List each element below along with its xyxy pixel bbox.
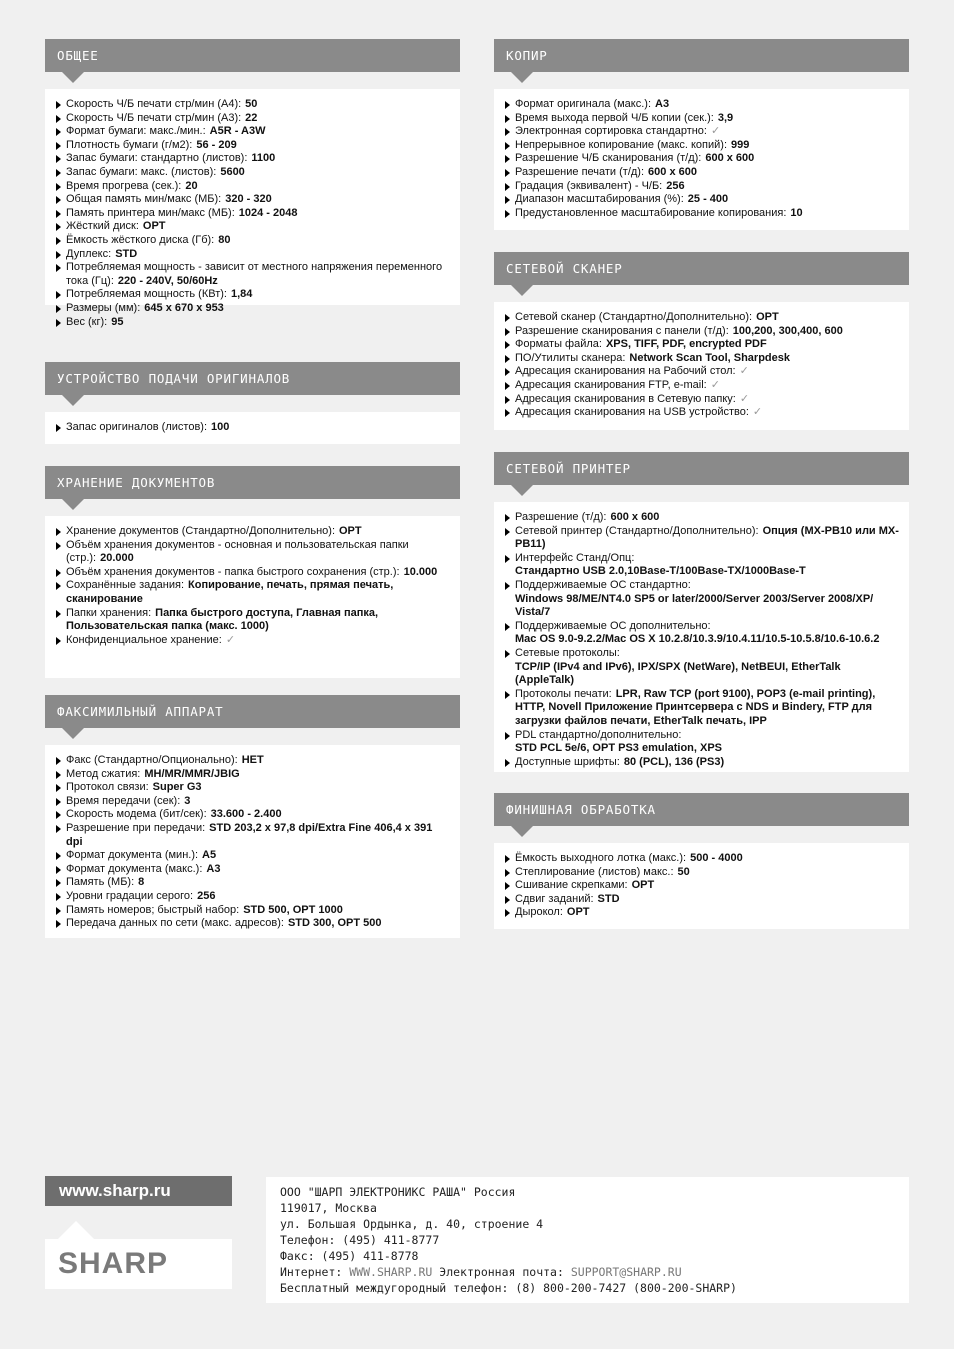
spec-value: 100,200, 300,400, 600	[732, 324, 843, 337]
spec-label: Память номеров; быстрый набор:	[66, 903, 240, 916]
spec-label: Скорость Ч/Б печати стр/мин (А3):	[66, 111, 242, 124]
spec-value: 1024 - 2048	[238, 206, 298, 219]
fax: Факс: (495) 411-8778	[280, 1249, 419, 1263]
section-title: УСТРОЙСТВО ПОДАЧИ ОРИГИНАЛОВ	[45, 362, 460, 395]
spec-value: 320 - 320	[225, 193, 272, 206]
spec-label: Передача данных по сети (макс. адресов):	[66, 917, 284, 930]
spec-label: Метод сжатия:	[66, 767, 141, 780]
spec-value: OPT	[339, 525, 362, 537]
spec-item	[504, 647, 899, 688]
spec-label: Сшивание скрепками:	[515, 879, 628, 892]
spec-item	[504, 112, 899, 126]
spec-label: Объём хранения документов - основная и пользовательская папки (стр.):	[66, 538, 409, 565]
spec-value: OPT	[566, 906, 590, 919]
spec-value: 20.000	[100, 552, 134, 565]
spec-item	[504, 379, 899, 393]
spec-label: Общая память мин/макс (МБ):	[66, 193, 222, 206]
spec-item	[504, 393, 899, 407]
spec-value: 25 - 400	[687, 193, 729, 206]
spec-item	[504, 620, 899, 647]
spec-item	[55, 316, 450, 330]
spec-list	[504, 311, 899, 420]
spec-item	[504, 893, 899, 907]
spec-value: 1,84	[230, 288, 253, 301]
spec-label: Потребляемая мощность - зависит от местного напряжения переменного тока (Гц):	[66, 261, 443, 287]
spec-value: STD PCL 5e/6, OPT PS3 emulation, XPS	[515, 742, 723, 755]
spec-item	[504, 152, 899, 166]
check-icon: ✓	[710, 378, 720, 391]
spec-label: Дырокол:	[515, 906, 563, 919]
spec-label: Сетевые протоколы:	[515, 646, 620, 659]
spec-label: Время прогрева (сек.):	[66, 179, 182, 192]
spec-value: Опция (MX-PB10 или MX-PB11)	[515, 524, 899, 551]
spec-value: 256	[197, 889, 216, 902]
section-feeder	[45, 362, 460, 444]
spec-label: Запас бумаги: стандартно (листов):	[66, 152, 248, 165]
spec-label: Ёмкость выходного лотка (макс.):	[515, 852, 687, 864]
spec-value: STD 203,2 x 97,8 dpi/Extra Fine 406,4 x 391 dpi	[66, 821, 433, 848]
spec-label: Адресация сканирования в Сетевую папку:	[515, 392, 736, 405]
city: 119017, Москва	[280, 1201, 377, 1215]
spec-value: 1100	[251, 152, 276, 165]
spec-item	[504, 338, 899, 352]
spec-item	[55, 566, 450, 580]
spec-item	[55, 890, 450, 904]
spec-item	[55, 539, 450, 566]
section-body	[494, 89, 909, 230]
spec-value: 80	[218, 233, 231, 246]
spec-item	[55, 302, 450, 316]
section-title: ФИНИШНАЯ ОБРАБОТКА	[494, 793, 909, 826]
spec-list	[55, 754, 450, 931]
spec-item	[55, 754, 450, 768]
spec-label: Предустановленное масштабирование копирования:	[515, 206, 787, 219]
spec-item	[55, 220, 450, 234]
spec-item	[55, 579, 450, 606]
spec-label: Ёмкость жёсткого диска (Гб):	[66, 233, 215, 246]
spec-list	[55, 525, 450, 647]
spec-item	[504, 325, 899, 339]
spec-value: Копирование, печать, прямая печать, сканирование	[66, 579, 394, 605]
section-body	[45, 745, 460, 938]
sharp-logo: SHARP	[58, 1247, 169, 1280]
spec-label: Формат документа (мин.):	[66, 849, 199, 862]
internet-link[interactable]: WWW.SHARP.RU	[349, 1265, 433, 1279]
spec-value: 10.000	[403, 565, 438, 578]
spec-item	[504, 207, 899, 221]
spec-item	[504, 879, 899, 893]
spec-label: Степлирование (листов) макс.:	[515, 865, 674, 878]
spec-value: OPT	[631, 879, 655, 892]
spec-item	[504, 125, 899, 139]
section-body	[45, 516, 460, 678]
section-body	[494, 843, 909, 929]
spec-value: STD 500, OPT 1000	[243, 903, 343, 916]
spec-item	[55, 180, 450, 194]
spec-value: Network Scan Tool, Sharpdesk	[629, 351, 790, 364]
spec-value: 600 x 600	[705, 152, 755, 165]
spec-item	[55, 849, 450, 863]
spec-value: 33.600 - 2.400	[210, 808, 282, 821]
spec-label: Разрешение Ч/Б сканирования (т/д):	[515, 152, 702, 165]
spec-item	[504, 352, 899, 366]
spec-item	[55, 98, 450, 112]
spec-value: 20	[185, 179, 198, 192]
spec-item	[504, 180, 899, 194]
section-fax	[45, 695, 460, 938]
spec-item	[55, 634, 450, 648]
spec-label: Диапазон масштабирования (%):	[515, 193, 684, 206]
spec-label: Сетевой принтер (Стандартно/Дополнительно):	[515, 524, 759, 537]
website-link[interactable]: www.sharp.ru	[45, 1176, 232, 1206]
spec-label: Интерфейс Станд/Опц:	[515, 551, 635, 564]
spec-label: Адресация сканирования FTP, e-mail:	[515, 378, 707, 391]
spec-value: 100	[211, 421, 230, 433]
spec-item	[504, 906, 899, 920]
spec-value: 50	[245, 98, 258, 110]
spec-value: A3	[655, 98, 670, 110]
check-icon: ✓	[739, 392, 750, 405]
spec-value: OPT	[142, 220, 166, 233]
spec-item	[504, 579, 899, 620]
spec-label: Разрешение при передачи:	[66, 821, 206, 834]
section-title: ОБЩЕЕ	[45, 39, 460, 72]
spec-label: Протоколы печати:	[515, 687, 612, 700]
company-name: ООО "ШАРП ЭЛЕКТРОНИКС РАША" Россия	[280, 1185, 516, 1199]
spec-label: Плотность бумаги (г/м2):	[66, 138, 193, 151]
spec-value: STD	[597, 892, 620, 905]
spec-value: 5600	[220, 165, 245, 178]
section-scanner	[494, 252, 909, 430]
spec-item	[504, 365, 899, 379]
spec-item	[504, 511, 899, 525]
spec-label: Память принтера мин/макс (МБ):	[66, 206, 235, 219]
section-copier	[494, 39, 909, 230]
spec-item	[504, 866, 899, 880]
spec-label: Сохранённые задания:	[66, 579, 185, 592]
spec-label: Время выхода первой Ч/Б копии (сек.):	[515, 111, 714, 124]
spec-item	[55, 152, 450, 166]
spec-item	[504, 98, 899, 112]
spec-label: Адресация сканирования на Рабочий стол:	[515, 365, 736, 378]
email-label: Электронная почта:	[439, 1265, 564, 1279]
spec-item	[55, 808, 450, 822]
spec-item	[55, 248, 450, 262]
spec-item	[504, 139, 899, 153]
spec-label: Потребляемая мощность (КВт):	[66, 288, 227, 301]
check-icon: ✓	[739, 365, 749, 378]
spec-item	[504, 852, 899, 866]
spec-label: Разрешение печати (т/д):	[515, 165, 645, 178]
spec-value: 95	[111, 315, 124, 328]
spec-item	[55, 904, 450, 918]
spec-label: Запас оригиналов (листов):	[66, 421, 208, 433]
spec-value: A3	[206, 862, 221, 875]
section-storage	[45, 466, 460, 678]
spec-item	[55, 421, 450, 435]
spec-label: Скорость Ч/Б печати стр/мин (А4):	[66, 98, 242, 110]
check-icon: ✓	[752, 406, 763, 419]
spec-value: 22	[245, 111, 258, 124]
spec-label: Электронная сортировка стандартно:	[515, 125, 707, 138]
spec-label: Формат бумаги: макс./мин.:	[66, 125, 206, 138]
spec-label: ПО/Утилиты сканера:	[515, 351, 626, 364]
spec-item	[504, 166, 899, 180]
spec-label: Факс (Стандартно/Опционально):	[66, 754, 238, 766]
spec-value: OPT	[756, 311, 779, 323]
spec-label: Сетевой сканер (Стандартно/Дополнительно):	[515, 311, 753, 323]
spec-list	[55, 98, 450, 329]
spec-label: Адресация сканирования на USB устройство:	[515, 406, 749, 419]
section-body	[494, 302, 909, 430]
spec-item	[55, 876, 450, 890]
check-icon: ✓	[710, 125, 721, 138]
spec-item	[55, 261, 450, 288]
spec-label: Разрешение сканирования с панели (т/д):	[515, 324, 729, 337]
street-address: ул. Большая Ордынка, д. 40, строение 4	[280, 1217, 544, 1231]
spec-value: 10	[790, 206, 803, 219]
spec-value: Папка быстрого доступа, Главная папка, Пользовательская папка (макс. 1000)	[66, 606, 379, 633]
logo-notch	[58, 1221, 94, 1239]
spec-item	[504, 525, 899, 552]
spec-value: MH/MR/MMR/JBIG	[144, 767, 240, 780]
internet-line	[280, 1264, 895, 1280]
section-body	[45, 89, 460, 328]
spec-label: Конфиденциальное хранение:	[66, 633, 222, 646]
spec-value: 600 x 600	[610, 511, 660, 523]
spec-label: Градация (эквивалент) - Ч/Б:	[515, 179, 663, 192]
spec-item	[55, 139, 450, 153]
spec-label: Дуплекс:	[66, 247, 112, 260]
spec-label: Размеры (мм):	[66, 301, 141, 314]
spec-value: XPS, TIFF, PDF, encrypted PDF	[605, 338, 767, 351]
spec-value: Super G3	[152, 781, 202, 794]
spec-value: A5	[202, 849, 217, 862]
section-title: ФАКСИМИЛЬНЫЙ АППАРАТ	[45, 695, 460, 728]
spec-item	[504, 729, 899, 756]
spec-value: 600 x 600	[648, 165, 697, 178]
spec-value: 220 - 240V, 50/60Hz	[117, 274, 218, 287]
section-body	[494, 502, 909, 772]
tollfree-phone: Бесплатный междугородный телефон: (8) 800-200-7427 (800-200-SHARP)	[280, 1281, 737, 1295]
section-title: ХРАНЕНИЕ ДОКУМЕНТОВ	[45, 466, 460, 499]
spec-value: TCP/IP (IPv4 and IPv6), IPX/SPX (NetWare), NetBEUI, EtherTalk (AppleTalk)	[515, 660, 841, 687]
spec-label: Формат документа (макс.):	[66, 862, 203, 875]
spec-list	[55, 421, 450, 435]
spec-item	[504, 193, 899, 207]
spec-label: Поддерживаемые ОС дополнительно:	[515, 619, 711, 632]
spec-item	[504, 552, 899, 579]
spec-value: 50	[677, 865, 690, 878]
spec-item	[55, 193, 450, 207]
spec-label: PDL стандартно/дополнительно:	[515, 728, 682, 741]
spec-label: Поддерживаемые ОС стандартно:	[515, 578, 691, 591]
section-body	[45, 412, 460, 444]
spec-label: Разрешение (т/д):	[515, 511, 607, 523]
spec-value: 645 x 670 x 953	[144, 301, 224, 314]
spec-item	[55, 917, 450, 931]
spec-label: Память (МБ):	[66, 876, 135, 889]
spec-label: Папки хранения:	[66, 606, 152, 619]
spec-value: Mac OS 9.0-9.2.2/Mac OS X 10.2.8/10.3.9/10.4.11/10.5-10.5.8/10.6-10.6.2	[515, 633, 880, 646]
spec-list	[504, 98, 899, 220]
spec-list	[504, 852, 899, 920]
spec-value: 256	[666, 179, 685, 192]
spec-item	[55, 607, 450, 634]
section-title: СЕТЕВОЙ ПРИНТЕР	[494, 452, 909, 485]
spec-item	[55, 166, 450, 180]
contact-block	[266, 1177, 909, 1303]
spec-item	[55, 525, 450, 539]
spec-label: Протокол связи:	[66, 781, 149, 794]
spec-label: Непрерывное копирование (макс. копий):	[515, 138, 728, 151]
spec-item	[55, 207, 450, 221]
spec-item	[55, 125, 450, 139]
spec-label: Вес (кг):	[66, 315, 108, 328]
section-general	[45, 39, 460, 328]
logo-panel	[45, 1239, 232, 1289]
spec-item	[55, 768, 450, 782]
spec-value: STD 300, OPT 500	[287, 917, 382, 930]
spec-value: НЕТ	[241, 754, 264, 766]
spec-label: Объём хранения документов - папка быстрого сохранения (стр.):	[66, 565, 400, 578]
spec-item	[504, 756, 899, 770]
spec-list	[504, 511, 899, 769]
check-icon: ✓	[225, 633, 236, 646]
spec-value: 80 (PCL), 136 (PS3)	[623, 755, 725, 768]
spec-value: LPR, Raw TCP (port 9100), POP3 (e-mail printing), HTTP, Novell Приложение Принтсервера с NDS и Bindery, FTP для загрузки файлов печати, EtherTalk печать, IPP	[515, 687, 876, 727]
spec-value: 56 - 209	[196, 138, 237, 151]
spec-item	[504, 688, 899, 729]
spec-value: 8	[138, 876, 145, 889]
spec-label: Формат оригинала (макс.):	[515, 98, 652, 110]
spec-label: Уровни градации серого:	[66, 889, 194, 902]
spec-value: Windows 98/ME/NT4.0 SP5 or later/2000/Server 2003/Server 2008/XP/ Vista/7	[515, 592, 874, 619]
spec-item	[55, 112, 450, 126]
spec-item	[55, 781, 450, 795]
spec-item	[55, 795, 450, 809]
spec-label: Запас бумаги: макс. (листов):	[66, 165, 217, 178]
section-finisher	[494, 793, 909, 929]
section-title: КОПИР	[494, 39, 909, 72]
internet-label: Интернет:	[280, 1265, 343, 1279]
section-title: СЕТЕВОЙ СКАНЕР	[494, 252, 909, 285]
spec-item	[504, 406, 899, 420]
spec-value: 999	[731, 138, 750, 151]
spec-label: Время передачи (сек):	[66, 794, 181, 807]
spec-label: Хранение документов (Стандартно/Дополнительно):	[66, 525, 335, 537]
spec-label: Доступные шрифты:	[515, 755, 620, 768]
spec-item	[55, 822, 450, 849]
spec-value: A5R - A3W	[209, 125, 266, 138]
spec-label: Жёсткий диск:	[66, 220, 139, 233]
spec-item	[55, 863, 450, 877]
spec-value: 3,9	[717, 111, 734, 124]
email-link[interactable]: SUPPORT@SHARP.RU	[570, 1265, 682, 1279]
spec-value: STD	[115, 247, 138, 260]
spec-value: 3	[184, 794, 191, 807]
section-printer	[494, 452, 909, 772]
spec-item	[55, 234, 450, 248]
spec-label: Сдвиг заданий:	[515, 892, 594, 905]
spec-item	[504, 311, 899, 325]
spec-value: Стандартно USB 2.0,10Base-T/100Base-TX/1000Base-T	[515, 565, 806, 578]
spec-label: Форматы файла:	[515, 338, 602, 351]
phone: Телефон: (495) 411-8777	[280, 1233, 440, 1247]
spec-label: Скорость модема (бит/сек):	[66, 808, 207, 821]
spec-item	[55, 288, 450, 302]
spec-value: 500 - 4000	[690, 852, 743, 864]
